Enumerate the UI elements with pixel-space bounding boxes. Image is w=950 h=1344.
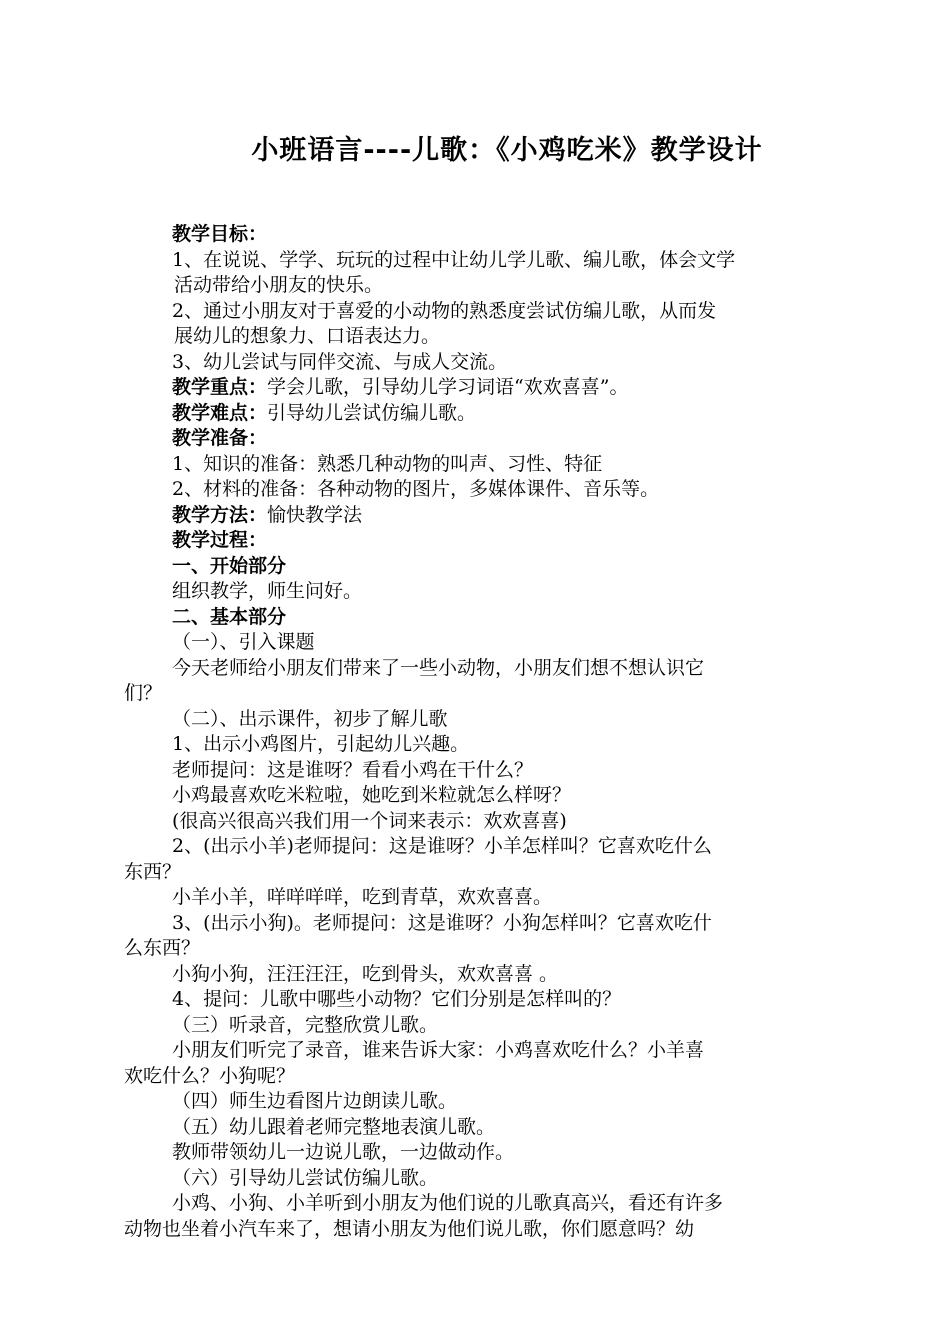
part-1-heading: 一、开始部分 [172,554,287,577]
step-3-text: 小朋友们听完了录音，谁来告诉大家：小鸡喜欢吃什么？小羊喜 欢吃什么？小狗呢？ [124,1039,705,1087]
key-point-line [0,375,950,401]
method-label: 教学方法： [172,503,268,526]
part-2-heading: 二、基本部分 [172,605,287,628]
step-4-heading: （四）师生边看图片边朗读儿歌。 [172,1090,458,1112]
section-heading-preparation: 教学准备： [172,427,268,449]
method-line [0,503,950,529]
step-6-text: 小鸡、小狗、小羊听到小朋友为他们说的儿歌真高兴，看还有许多 动物也坐着小汽车来了，想请小朋友为他们说儿歌，你们愿意吗？幼 [124,1192,724,1240]
step-3-heading: （三）听录音，完整欣赏儿歌。 [172,1013,439,1036]
step-2-note: (很高兴很高兴我们用一个词来表示：欢欢喜喜) [172,809,567,832]
step-5-heading: （五）幼儿跟着老师完整地表演儿歌。 [172,1115,496,1138]
step-2-question-1: 老师提问：这是谁呀？看看小鸡在干什么？ [172,758,534,781]
step-6-heading: （六）引导幼儿尝试仿编儿歌。 [172,1166,439,1189]
goal-1: 1、在说说、学学、玩玩的过程中让幼儿学儿歌、编儿歌，体会文学 活动带给小朋友的快乐。 [172,248,736,296]
goal-3: 3、幼儿尝试与同伴交流、与成人交流。 [172,350,508,373]
step-2-item-3: 3、(出示小狗)。老师提问：这是谁呀？小狗怎样叫？它喜欢吃什 么东西？ [124,911,712,959]
prep-1: 1、知识的准备：熟悉几种动物的叫声、习性、特征 [172,452,603,475]
sheep-verse: 小羊小羊，咩咩咩咩，吃到青草，欢欢喜喜。 [172,886,553,908]
difficulty-line [0,401,950,427]
key-point-text: 学会儿歌，引导幼儿学习词语“欢欢喜喜”。 [267,376,629,398]
step-1-heading: （一）、引入课题 [172,631,315,653]
step-5-text: 教师带领幼儿一边说儿歌，一边做动作。 [172,1141,515,1163]
method-text: 愉快教学法 [267,503,363,526]
difficulty-label: 教学难点： [172,401,268,424]
document-title: 小班语言----儿歌：《小鸡吃米》教学设计 [251,135,763,166]
section-heading-process: 教学过程： [172,529,268,551]
key-point-label: 教学重点： [172,376,268,398]
step-2-heading: （二）、出示课件，初步了解儿歌 [172,707,448,730]
step-1-text: 今天老师给小朋友们带来了一些小动物，小朋友们想不想认识它 们？ [124,656,705,704]
difficulty-text: 引导幼儿尝试仿编儿歌。 [267,401,477,424]
step-2-item-1: 1、出示小鸡图片，引起幼儿兴趣。 [172,733,470,755]
step-2-item-4: 4、提问：儿歌中哪些小动物？它们分别是怎样叫的？ [172,988,622,1010]
step-2-item-2: 2、(出示小羊)老师提问：这是谁呀？小羊怎样叫？它喜欢吃什么 东西？ [124,835,712,883]
goal-2: 2、通过小朋友对于喜爱的小动物的熟悉度尝试仿编儿歌，从而发 展幼儿的想象力、口语表达力。 [172,299,717,347]
part-1-text: 组织教学，师生问好。 [172,580,363,602]
prep-2: 2、材料的准备：各种动物的图片，多媒体课件、音乐等。 [172,478,660,500]
dog-verse: 小狗小狗，汪汪汪汪，吃到骨头，欢欢喜喜 。 [172,962,559,985]
step-2-question-2: 小鸡最喜欢吃米粒啦，她吃到米粒就怎么样呀？ [172,784,572,806]
section-heading-goals: 教学目标： [172,223,268,245]
document-body [0,222,950,1242]
